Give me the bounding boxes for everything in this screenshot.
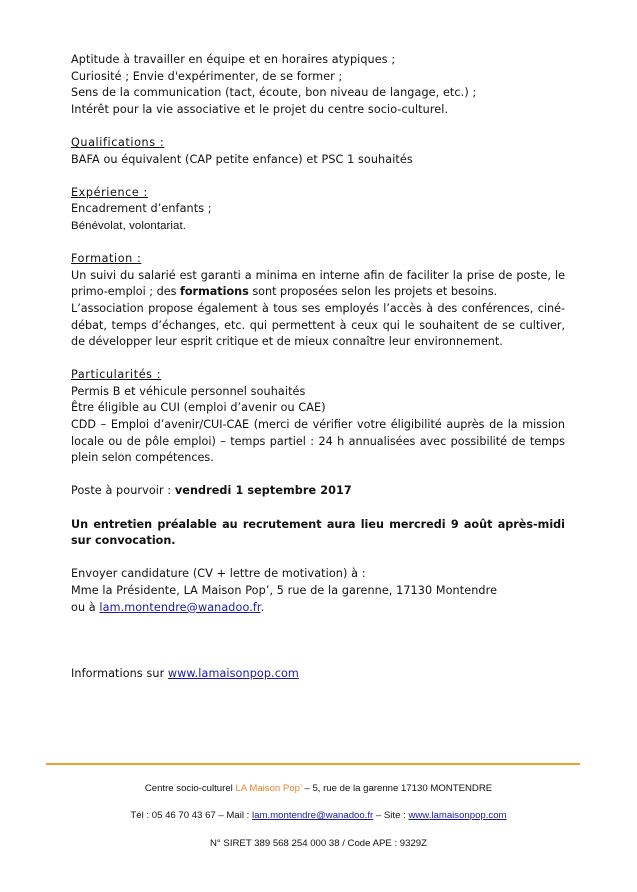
candidature-email-link[interactable]: lam.montendre@wanadoo.fr: [99, 600, 261, 614]
poste-date: vendredi 1 septembre 2017: [174, 484, 352, 498]
candidature-line-1: Envoyer candidature (CV + lettre de motivation) à :: [71, 567, 366, 581]
particularites-line-1: Permis B et véhicule personnel souhaités: [71, 384, 306, 398]
candidature-prefix: ou à: [71, 600, 100, 614]
footer-brand: LA Maison Pop’: [235, 783, 302, 794]
formation-text-start: Un suivi du salarié est garanti a minima en interne afin de faciliter la prise de poste, le primo-emploi ; des: [71, 268, 565, 299]
formation-paragraph-1: [71, 268, 565, 301]
footer-address-line: [0, 783, 637, 794]
footer-divider: [46, 763, 580, 765]
formation-text-end: sont proposées selon les projets et besoins.: [248, 285, 498, 299]
intro-line-3: Sens de la communication (tact, écoute, bon niveau de langage, etc.) ;: [71, 86, 477, 100]
qualifications-line: BAFA ou équivalent (CAP petite enfance) et PSC 1 souhaités: [71, 152, 413, 166]
intro-line-1: Aptitude à travailler en équipe et en horaires atypiques ;: [71, 53, 396, 66]
footer-site-link[interactable]: www.lamaisonpop.com: [408, 810, 507, 821]
informations-line: [71, 666, 565, 683]
candidature-address: Mme la Présidente, LA Maison Pop’, 5 rue de la garenne, 17130 Montendre: [71, 584, 498, 597]
experience-line-2: Bénévolat, volontariat.: [71, 219, 187, 232]
formation-heading: Formation :: [71, 252, 142, 266]
particularites-paragraph: CDD – Emploi d’avenir/CUI-CAE (merci de vérifier votre éligibilité auprès de la mission locale ou de pôle emploi) – temps partiel : 24 h annualisées avec possibilité de temps plein selon compétences.: [71, 418, 565, 465]
formations-keyword: formations: [180, 285, 249, 299]
footer-contact-line: [0, 810, 637, 821]
candidature-suffix: .: [260, 600, 265, 614]
poste-line: [71, 483, 565, 500]
poste-label: Poste à pourvoir :: [71, 484, 175, 498]
entretien-paragraph: Un entretien préalable au recrutement aura lieu mercredi 9 août après-midi sur convocation.: [71, 517, 565, 548]
footer-address: – 5, rue de la garenne 17130 MONTENDRE: [301, 783, 493, 794]
footer-email-link[interactable]: lam.montendre@wanadoo.fr: [252, 810, 374, 821]
footer-siret-line: N° SIRET 389 568 254 000 38 / Code APE : 9329Z: [210, 838, 427, 849]
formation-paragraph-2: L’association propose également à tous ses employés l’accès à des conférences, ciné-débat, temps d’échanges, etc. qui permettent à ceux qui le souhaitent de se cultiver, de développer leur esprit critique et de mieux connaître leur environnement.: [71, 301, 565, 349]
job-description: [71, 52, 565, 683]
experience-heading: Expérience :: [71, 185, 148, 199]
informations-label: Informations sur: [71, 666, 168, 680]
website-link[interactable]: www.lamaisonpop.com: [167, 666, 299, 680]
qualifications-heading: Qualifications :: [71, 135, 165, 149]
footer-prefix: Centre socio-culturel: [144, 783, 236, 794]
intro-line-4: Intérêt pour la vie associative et le projet du centre socio-culturel.: [71, 102, 449, 116]
intro-line-2: Curiosité ; Envie d'expérimenter, de se former ;: [71, 69, 343, 83]
experience-line-1: Encadrement d’enfants ;: [71, 202, 212, 216]
footer-site-label: – Site :: [373, 810, 409, 821]
particularites-heading: Particularités :: [71, 368, 162, 382]
footer-tel: Tél : 05 46 70 43 67 – Mail :: [130, 810, 253, 821]
candidature-email-line: [71, 600, 565, 617]
particularites-line-2: Être éligible au CUI (emploi d’avenir ou CAE): [71, 401, 326, 415]
